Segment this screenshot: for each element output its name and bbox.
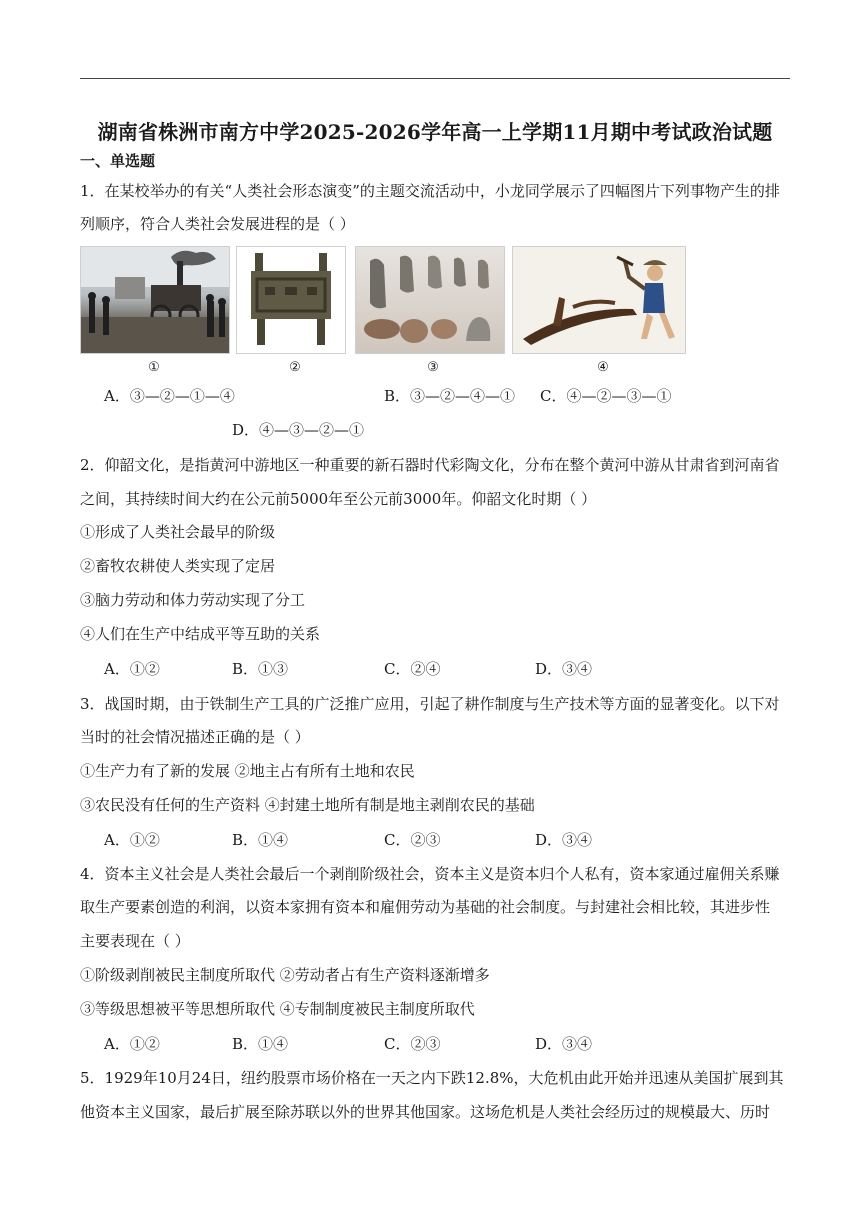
q2-stem-line1: 2．仰韶文化，是指黄河中游地区一种重要的新石器时代彩陶文化，分布在整个黄河中游从甘肃省到河南省 bbox=[80, 456, 780, 474]
q5-stem-line2: 他资本主义国家，最后扩展至除苏联以外的世界其他国家。这场危机是人类社会经历过的规模最大、历时 bbox=[80, 1103, 771, 1121]
q1-stem-line2: 列顺序，符合人类社会发展进程的是（ ） bbox=[80, 215, 355, 233]
q4-statement-3-4: ③等级思想被平等思想所取代 ④专制制度被民主制度所取代 bbox=[80, 1000, 475, 1018]
q2-option-b[interactable]: B．①③ bbox=[232, 660, 289, 678]
q1-option-c[interactable]: C．④—②—③—① bbox=[540, 387, 672, 405]
q2-stem-line2: 之间，其持续时间大约在公元前5000年至公元前3000年。仰韶文化时期（ ） bbox=[80, 490, 597, 508]
header-rule bbox=[80, 78, 790, 79]
q3-statement-3-4: ③农民没有任何的生产资料 ④封建土地所有制是地主剥削农民的基础 bbox=[80, 796, 535, 814]
q2-option-a[interactable]: A．①② bbox=[104, 660, 160, 678]
q2-option-c[interactable]: C．②④ bbox=[384, 660, 441, 678]
q3-option-b[interactable]: B．①④ bbox=[232, 831, 289, 849]
q3-statement-1-2: ①生产力有了新的发展 ②地主占有所有土地和农民 bbox=[80, 762, 415, 780]
q1-caption-4: ④ bbox=[597, 360, 609, 375]
q2-option-d[interactable]: D．③④ bbox=[535, 660, 593, 678]
q5-stem-line1: 5．1929年10月24日，纽约股票市场价格在一天之内下跌12.8%，大危机由此开始并迅速从美国扩展到其 bbox=[80, 1069, 784, 1087]
section-heading: 一、单选题 bbox=[80, 152, 156, 170]
q1-figure-steam-train bbox=[80, 246, 230, 354]
q1-option-b[interactable]: B．③—②—④—① bbox=[384, 387, 516, 405]
q1-caption-1: ① bbox=[148, 360, 160, 375]
q1-figure-plow bbox=[512, 246, 686, 354]
q1-figure-bronze-ding bbox=[236, 246, 346, 354]
q3-option-c[interactable]: C．②③ bbox=[384, 831, 441, 849]
q3-stem-line1: 3．战国时期，由于铁制生产工具的广泛推广应用，引起了耕作制度与生产技术等方面的显著变化。以下对 bbox=[80, 695, 780, 713]
q1-figure-stone-tools bbox=[355, 246, 505, 354]
q4-option-b[interactable]: B．①④ bbox=[232, 1035, 289, 1053]
q2-statement-4: ④人们在生产中结成平等互助的关系 bbox=[80, 625, 321, 643]
q4-stem-line1: 4．资本主义社会是人类社会最后一个剥削阶级社会，资本主义是资本归个人私有，资本家通过雇佣关系赚 bbox=[80, 865, 780, 883]
q3-option-a[interactable]: A．①② bbox=[104, 831, 160, 849]
q4-option-d[interactable]: D．③④ bbox=[535, 1035, 593, 1053]
exam-title: 湖南省株洲市南方中学2025-2026学年高一上学期11月期中考试政治试题 bbox=[97, 120, 773, 144]
q1-caption-3: ③ bbox=[427, 360, 439, 375]
q3-option-d[interactable]: D．③④ bbox=[535, 831, 593, 849]
q1-stem-line1: 1．在某校举办的有关“人类社会形态演变”的主题交流活动中，小龙同学展示了四幅图片下列事物产生的排 bbox=[80, 182, 780, 200]
q2-statement-3: ③脑力劳动和体力劳动实现了分工 bbox=[80, 591, 306, 609]
q2-statement-2: ②畜牧农耕使人类实现了定居 bbox=[80, 557, 276, 575]
q1-option-a[interactable]: A．③—②—①—④ bbox=[104, 387, 235, 405]
q4-stem-line2: 取生产要素创造的利润，以资本家拥有资本和雇佣劳动为基础的社会制度。与封建社会相比较，其进步性 bbox=[80, 898, 771, 916]
q4-statement-1-2: ①阶级剥削被民主制度所取代 ②劳动者占有生产资料逐渐增多 bbox=[80, 966, 490, 984]
q2-statement-1: ①形成了人类社会最早的阶级 bbox=[80, 523, 276, 541]
q4-stem-line3: 主要表现在（ ） bbox=[80, 932, 190, 950]
q4-option-a[interactable]: A．①② bbox=[104, 1035, 160, 1053]
q4-option-c[interactable]: C．②③ bbox=[384, 1035, 441, 1053]
q1-option-d[interactable]: D．④—③—②—① bbox=[232, 421, 365, 439]
q1-caption-2: ② bbox=[289, 360, 301, 375]
q3-stem-line2: 当时的社会情况描述正确的是（ ） bbox=[80, 728, 310, 746]
